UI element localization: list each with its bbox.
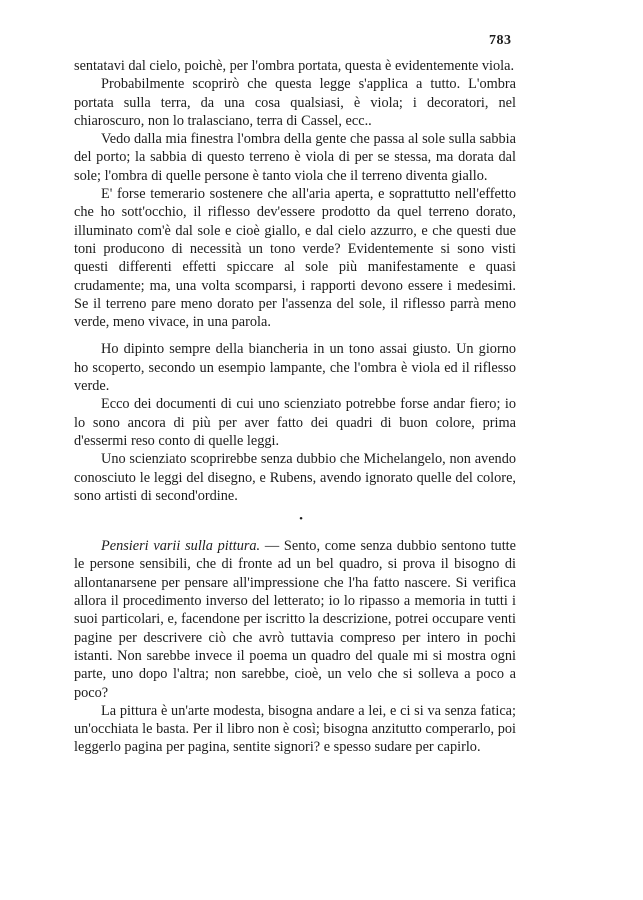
paragraph-reflection-theory: E' forse temerario sostenere che all'aria aperta, e soprattutto nell'effetto che ho sott'occhio, il riflesso dev'essere prodotto da quel terreno dorato, illuminato com'è dal sole e cioè giallo, e dal cielo azzurro, e che questi due toni producono di necessità un tono verde? Evidentemente si sono visti questi differenti effetti spiccare al sole più manifestamente e quasi crudamente; ma, una volta scomparsi, i rapporti devono essere i medesimi. Se il terreno pare meno dorato per l'assenza del sole, il riflesso parrà meno verde, meno vivace, in una parola.	[74, 186, 516, 331]
paragraph-michelangelo-rubens: Uno scienziato scoprirebbe senza dubbio che Michelangelo, non avendo conosciuto le leggi del disegno, e Rubens, avendo ignorato quelle del colore, sono artisti di second'ordine.	[74, 451, 516, 504]
paragraph-window-view: Vedo dalla mia finestra l'ombra della gente che passa al sole sulla sabbia del porto; la sabbia di questo terreno è viola di per se stessa, ma dorata dal sole; l'ombra di quelle persone è tanto viola che il terreno diventa giallo.	[74, 131, 516, 184]
section-title: Pensieri varii sulla pittura.	[101, 538, 261, 555]
paragraph-scientist-documents: Ecco dei documenti di cui uno scienziato potrebbe forse andar fiero; io lo sono ancora di più per aver fatto dei quadri di buon colore, prima d'essermi reso conto di quelle leggi.	[74, 396, 516, 449]
section-first-paragraph: — Sento, come senza dubbio sentono tutte le persone sensibili, che di fronte ad un bel quadro, si prova il bisogno di allontanarsene per pensare all'impressione che l'ha fatto nascere. Si verifica allora il procedimento inverso del letterato; io lo ripasso a memoria in tutti i suoi particolari, e, facendone per iscritto la descrizione, potrei occupare venti pagine per descrivere ciò che avrò tuttavia compreso per intero in pochi istanti. Non sarebbe invece il poema un quadro del quale mi si mostra ogni parte, uno dopo l'altra; non sarebbe, cioè, un velo che si solleva a poco a poco?	[74, 538, 516, 701]
page-number: 783	[489, 33, 512, 48]
paragraph-law-of-shadow: Probabilmente scoprirò che questa legge s'applica a tutto. L'ombra portata sulla terra, da una cosa qualsiasi, è viola; i decoratori, nel chiaroscuro, non lo tralasciano, terra di Cassel, ecc..	[74, 76, 516, 129]
body-text	[74, 57, 516, 757]
paragraph-thoughts-on-painting	[74, 537, 516, 702]
paragraph-continuation: sentatavi dal cielo, poichè, per l'ombra portata, questa è evidentemente viola.	[74, 58, 515, 74]
paragraph-modest-art: La pittura è un'arte modesta, bisogna andare a lei, e ci si va senza fatica; un'occhiata le basta. Per il libro non è così; bisogna anzitutto comperarlo, poi leggerlo pagina per pagina, sentite signori? e spesso sudare per capirlo.	[74, 702, 516, 756]
paragraph-white-linen: Ho dipinto sempre della biancheria in un tono assai giusto. Un giorno ho scoperto, secondo un esempio lampante, che l'ombra è viola ed il riflesso verde.	[74, 341, 516, 395]
section-separator: •	[299, 513, 303, 526]
